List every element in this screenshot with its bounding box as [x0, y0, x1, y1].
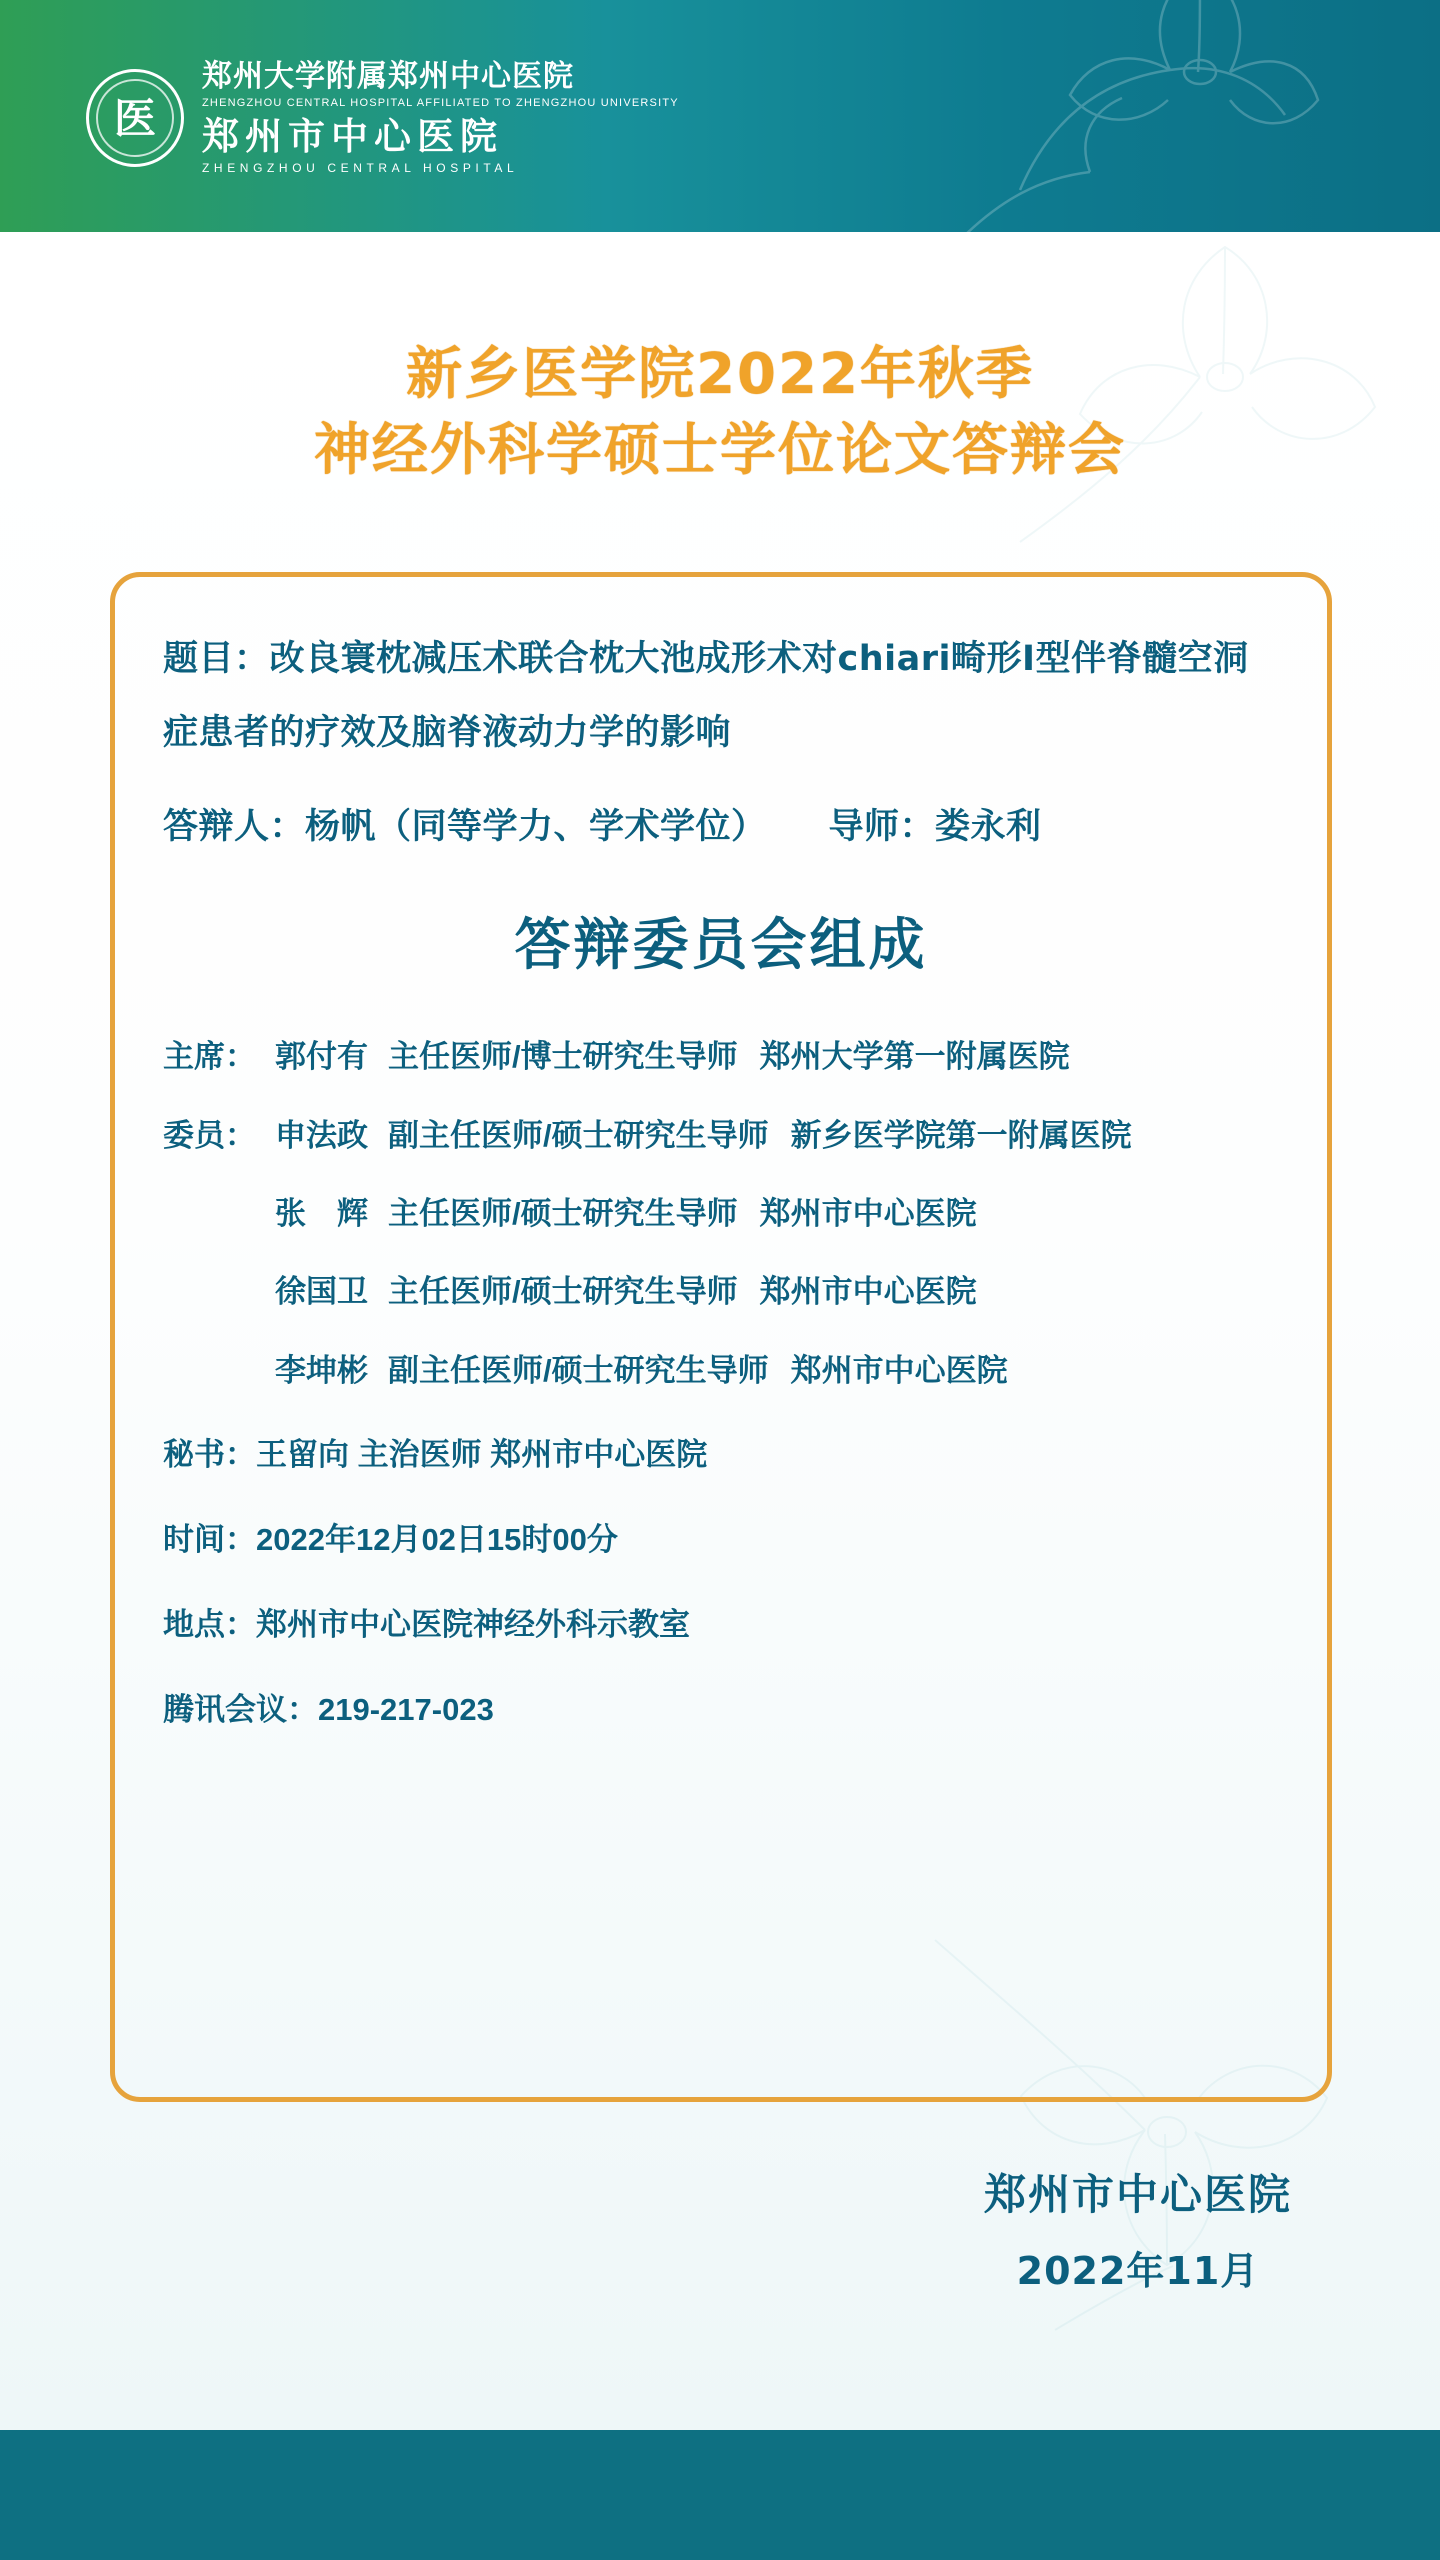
- hospital-name-block: [202, 59, 679, 175]
- signature-block: [984, 2162, 1292, 2295]
- member-title: 副主任医师/硕士研究生导师: [388, 1352, 769, 1388]
- header-band: [0, 0, 1440, 232]
- advisor-label: 导师：: [828, 807, 936, 848]
- thesis-subject-line-1: 改良寰枕减压术联合枕大池成形术对chiari畸形I型伴脊髓空洞: [269, 639, 1249, 679]
- signature-date: 2022年11月: [1016, 2249, 1260, 2293]
- hospital-emblem-icon: [86, 69, 184, 167]
- event-place-row: 地点：郑州市中心医院神经外科示教室: [163, 1606, 690, 1642]
- committee-heading: 答辩委员会组成: [514, 913, 928, 979]
- page-title: [0, 337, 1440, 488]
- hospital-logo: [86, 59, 679, 175]
- title-line-1: 新乡医学院2022年秋季: [406, 342, 1034, 407]
- member-organization: 郑州大学第一附属医院: [759, 1039, 1070, 1075]
- member-title: 主任医师/博士研究生导师: [388, 1039, 738, 1075]
- committee-member-row: [163, 1351, 1279, 1391]
- committee-member-list: [163, 1037, 1279, 1390]
- member-name: 申法政: [275, 1117, 368, 1153]
- member-role-label: 委员：: [163, 1117, 256, 1153]
- title-line-2: 神经外科学硕士学位论文答辩会: [314, 417, 1126, 483]
- page-body: [0, 232, 1440, 2430]
- member-name: 张 辉: [275, 1195, 368, 1231]
- signature-organization: 郑州市中心医院: [983, 2170, 1292, 2219]
- committee-member-row: [163, 1116, 1279, 1156]
- hospital-name-cn: 郑州市中心医院: [202, 113, 503, 158]
- hospital-name-en: ZHENGZHOU CENTRAL HOSPITAL: [202, 160, 519, 175]
- presenter-label: 答辩人：: [163, 807, 306, 848]
- committee-member-row: [163, 1037, 1279, 1077]
- hospital-affiliation-cn: 郑州大学附属郑州中心医院: [202, 59, 574, 94]
- committee-member-row: [163, 1272, 1279, 1312]
- presenter-row: [163, 799, 1279, 849]
- decorative-flower-icon: [900, 0, 1320, 232]
- member-name: 郭付有: [275, 1039, 368, 1075]
- thesis-subject: [163, 629, 1279, 689]
- member-title: 主任医师/硕士研究生导师: [388, 1274, 738, 1310]
- announcement-card: [110, 572, 1332, 2102]
- member-title: 副主任医师/硕士研究生导师: [388, 1117, 769, 1153]
- committee-member-row: [163, 1194, 1279, 1234]
- hospital-affiliation-en: ZHENGZHOU CENTRAL HOSPITAL AFFILIATED TO ZHENGZHOU UNIVERSITY: [202, 96, 679, 109]
- bottom-band: [0, 2430, 1440, 2560]
- advisor-name: 娄永利: [935, 807, 1042, 848]
- member-role-label: 主席：: [163, 1039, 256, 1075]
- thesis-subject-continued: 症患者的疗效及脑脊液动力学的影响: [163, 713, 732, 754]
- event-info-list: [163, 1429, 1279, 1729]
- member-name: 徐国卫: [275, 1274, 368, 1310]
- member-name: 李坤彬: [275, 1352, 368, 1388]
- member-organization: 郑州市中心医院: [759, 1195, 977, 1231]
- member-organization: 郑州市中心医院: [790, 1352, 1008, 1388]
- thesis-subject-label: 题目：: [163, 639, 270, 679]
- member-title: 主任医师/硕士研究生导师: [388, 1195, 738, 1231]
- presenter-name: 杨帆（同等学力、学术学位）: [305, 807, 767, 848]
- secretary-row: 秘书：王留向 主治医师 郑州市中心医院: [163, 1436, 708, 1472]
- member-organization: 新乡医学院第一附属医院: [790, 1117, 1132, 1153]
- member-organization: 郑州市中心医院: [759, 1274, 977, 1310]
- event-time-row: 时间：2022年12月02日15时00分: [163, 1521, 618, 1557]
- emblem-glyph: 医: [113, 93, 156, 143]
- meeting-id-row: 腾讯会议：219-217-023: [163, 1691, 494, 1727]
